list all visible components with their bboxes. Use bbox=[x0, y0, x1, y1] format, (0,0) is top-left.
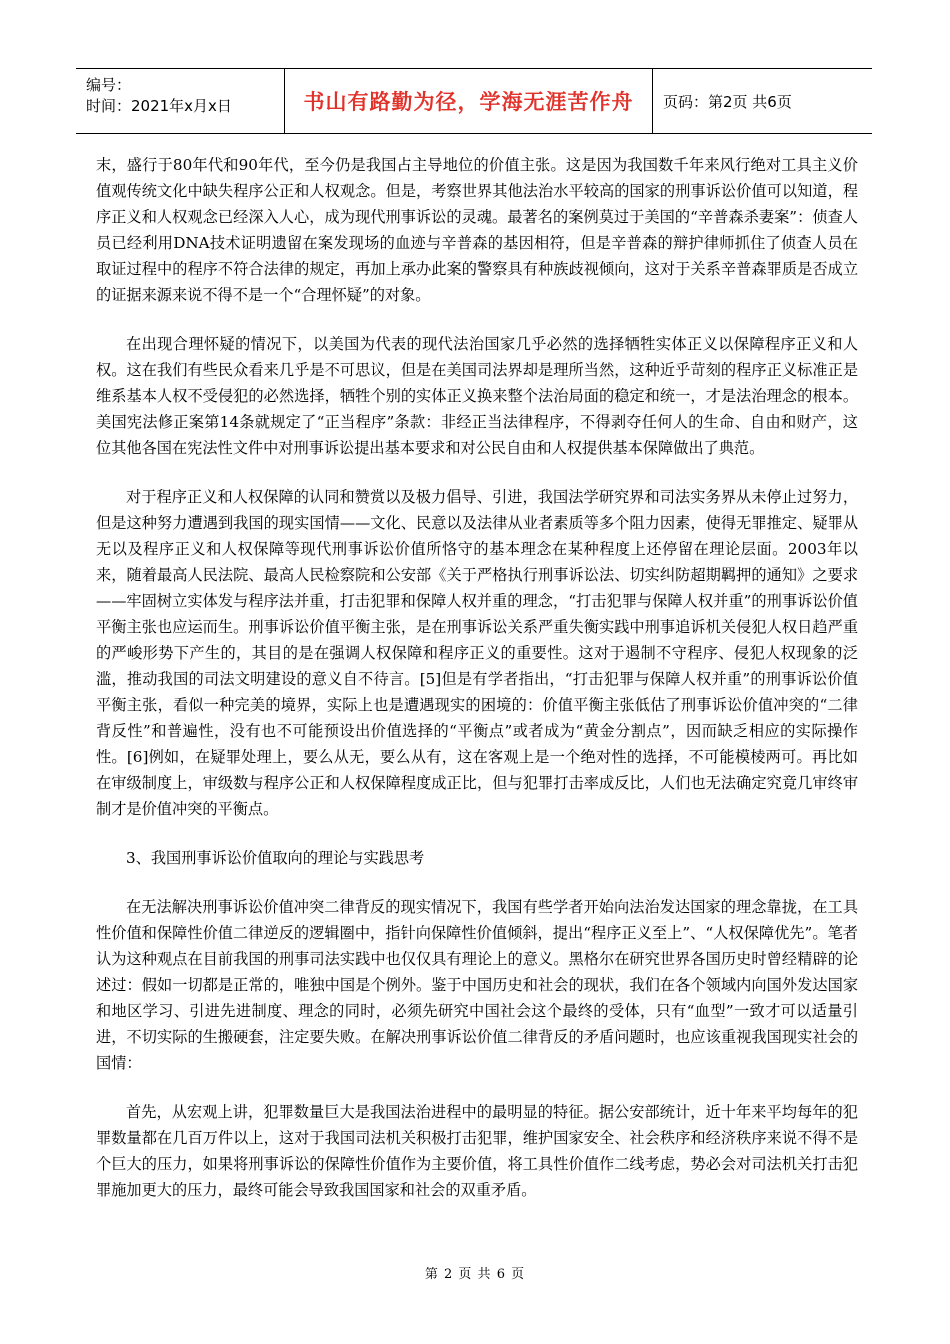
header-meta bbox=[76, 69, 285, 133]
section-heading: 3、我国刑事诉讼价值取向的理论与实践思考 bbox=[126, 849, 425, 867]
paragraph: 对于程序正义和人权保障的认同和赞赏以及极力倡导、引进，我国法学研究界和司法实务界从未停止过努力，但是这种努力遭遇到我国的现实国情——文化、民意以及法律从业者素质等多个阻力因素，使得无罪推定、疑罪从无以及程序正义和人权保障等现代刑事诉讼价值所恪守的基本理念在某种程度上还停留在理论层面。2003年以来，随着最高人民法院、最高人民检察院和公安部《关于严格执行刑事诉讼法、切实纠防超期羁押的通知》之要求——牢固树立实体发与程序法并重，打击犯罪和保障人权并重的理念，“打击犯罪与保障人权并重”的刑事诉讼价值平衡主张也应运而生。刑事诉讼价值平衡主张，是在刑事诉讼关系严重失衡实践中刑事追诉机关侵犯人权日趋严重的严峻形势下产生的，其目的是在强调人权保障和程序正义的重要性。这对于遏制不守程序、侵犯人权现象的泛滥，推动我国的司法文明建设的意义自不待言。[5]但是有学者指出，“打击犯罪与保障人权并重”的刑事诉讼价值平衡主张，看似一种完美的境界，实际上也是遭遇现实的困境的：价值平衡主张低估了刑事诉讼价值冲突的“二律背反性”和普遍性，没有也不可能预设出价值选择的“平衡点”或者成为“黄金分割点”，因而缺乏相应的实际操作性。[6]例如，在疑罪处理上，要么从无，要么从有，这在客观上是一个绝对性的选择，不可能模棱两可。再比如在审级制度上，审级数与程序公正和人权保障程度成正比，但与犯罪打击率成反比，人们也无法确定究竟几审终审制才是价值冲突的平衡点。 bbox=[96, 488, 858, 818]
paragraph: 在出现合理怀疑的情况下，以美国为代表的现代法治国家几乎必然的选择牺牲实体正义以保障程序正义和人权。这在我们有些民众看来几乎是不可思议，但是在美国司法界却是理所当然，这种近乎苛刻的程序正义标准正是维系基本人权不受侵犯的必然选择，牺牲个别的实体正义换来整个法治局面的稳定和统一，才是法治理念的根本。美国宪法修正案第14条就规定了“正当程序”条款：非经正当法律程序，不得剥夺任何人的生命、自由和财产，这位其他各国在宪法性文件中对刑事诉讼提出基本要求和对公民自由和人权提供基本保障做出了典范。 bbox=[96, 335, 858, 457]
page-header bbox=[76, 68, 872, 134]
document-body bbox=[96, 152, 858, 1226]
page-footer: 第 2 页 共 6 页 bbox=[424, 1267, 526, 1282]
paragraph-continuation: 末，盛行于80年代和90年代，至今仍是我国占主导地位的价值主张。这是因为我国数千年来风行绝对工具主义价值观传统文化中缺失程序公正和人权观念。但是，考察世界其他法治水平较高的国家的刑事诉讼价值可以知道，程序正义和人权观念已经深入人心，成为现代刑事诉讼的灵魂。最著名的案例莫过于美国的“辛普森杀妻案”：侦查人员已经利用DNA技术证明遗留在案发现场的血迹与辛普森的基因相符，但是辛普森的辩护律师抓住了侦查人员在取证过程中的程序不符合法律的规定，再加上承办此案的警察具有种族歧视倾向，这对于关系辛普森罪质是否成立的证据来源来说不得不是一个“合理怀疑”的对象。 bbox=[96, 156, 858, 304]
paragraph: 首先，从宏观上讲，犯罪数量巨大是我国法治进程中的最明显的特征。据公安部统计，近十年来平均每年的犯罪数量都在几百万件以上，这对于我国司法机关积极打击犯罪，维护国家安全、社会秩序和经济秩序来说不得不是个巨大的压力，如果将刑事诉讼的保障性价值作为主要价值，将工具性价值作二线考虑，势必会对司法机关打击犯罪施加更大的压力，最终可能会导致我国国家和社会的双重矛盾。 bbox=[96, 1103, 858, 1199]
header-motto: 书山有路勤为径，学海无涯苦作舟 bbox=[285, 69, 653, 133]
paragraph: 在无法解决刑事诉讼价值冲突二律背反的现实情况下，我国有些学者开始向法治发达国家的理念靠拢，在工具性价值和保障性价值二律逆反的逻辑圈中，指针向保障性价值倾斜，提出“程序正义至上”、“人权保障优先”。笔者认为这种观点在目前我国的刑事司法实践中也仅仅具有理论上的意义。黑格尔在研究世界各国历史时曾经精辟的论述过：假如一切都是正常的，唯独中国是个例外。鉴于中国历史和社会的现状，我们在各个领域内向国外发达国家和地区学习、引进先进制度、理念的同时，必须先研究中国社会这个最终的受体，只有“血型”一致才可以适量引进，不切实际的生搬硬套，注定要失败。在解决刑事诉讼价值二律背反的矛盾问题时，也应该重视我国现实社会的国情： bbox=[96, 898, 858, 1072]
document-number-label: 编号： bbox=[86, 76, 132, 94]
header-page-number: 页码：第2页 共6页 bbox=[663, 92, 792, 111]
document-time-label: 时间：2021年x月x日 bbox=[86, 97, 232, 115]
